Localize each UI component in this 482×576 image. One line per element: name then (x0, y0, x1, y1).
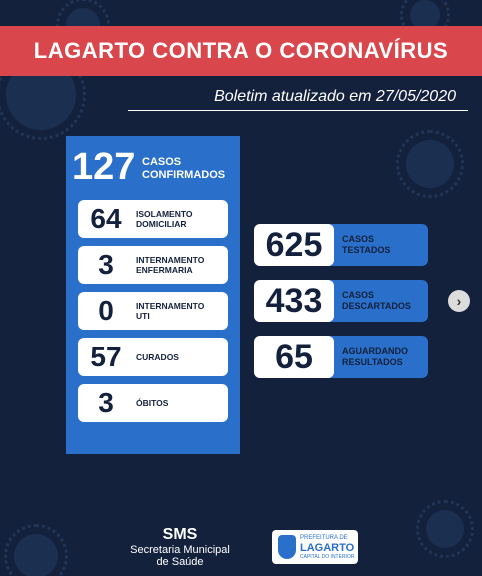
stat-card (78, 384, 228, 422)
update-date: Boletim atualizado em 27/05/2020 (214, 88, 456, 105)
sms-logo (120, 526, 240, 568)
divider (128, 110, 468, 111)
stat-label: CURADOS (136, 352, 179, 362)
discarded-value: 433 (265, 282, 323, 320)
stat-card (78, 292, 228, 330)
sms-title: SMS (162, 526, 198, 543)
stat-value: 57 (90, 341, 122, 372)
page-title: LAGARTO CONTRA O CORONAVÍRUS (33, 38, 449, 63)
title-banner (0, 26, 482, 76)
tests-value-box (254, 224, 334, 266)
stat-label: ÓBITOS (136, 398, 169, 408)
stat-value: 64 (90, 203, 122, 234)
stat-card (78, 246, 228, 284)
stat-value: 0 (98, 295, 114, 326)
sms-subtitle: Secretaria Municipal de Saúde (130, 544, 230, 568)
discarded-value-box (254, 280, 334, 322)
tests-card (254, 224, 428, 266)
stat-label: INTERNAMENTO UTI (136, 301, 205, 321)
logo-foot-text: CAPITAL DO INTERIOR (300, 554, 355, 560)
virus-decoration (426, 510, 464, 548)
prefeitura-logo (272, 530, 358, 564)
logo-top-text: PREFEITURA DE (300, 535, 348, 541)
update-info (128, 88, 468, 111)
confirmed-value: 127 (72, 146, 136, 188)
pending-value-box (254, 336, 334, 378)
virus-decoration (14, 534, 58, 576)
tests-label: CASOS TESTADOS (342, 234, 391, 255)
tests-value: 625 (265, 226, 323, 264)
confirmed-panel (66, 136, 240, 454)
stat-label: INTERNAMENTO ENFERMARIA (136, 255, 205, 275)
pending-value: 65 (275, 338, 313, 376)
crest-icon (278, 535, 296, 559)
virus-decoration (406, 140, 454, 188)
logo-main-text: LAGARTO (300, 542, 355, 554)
stat-value: 3 (98, 387, 114, 418)
stat-card (78, 200, 228, 238)
chevron-right-icon[interactable]: › (448, 290, 470, 312)
discarded-label: CASOS DESCARTADOS (342, 290, 411, 311)
stat-value: 3 (98, 249, 114, 280)
confirmed-label: CASOS CONFIRMADOS (142, 156, 226, 181)
stat-card (78, 338, 228, 376)
stat-label: ISOLAMENTO DOMICILIAR (136, 209, 193, 229)
confirmed-total (66, 144, 240, 188)
pending-card (254, 336, 428, 378)
discarded-card (254, 280, 428, 322)
pending-label: AGUARDANDO RESULTADOS (342, 346, 408, 367)
